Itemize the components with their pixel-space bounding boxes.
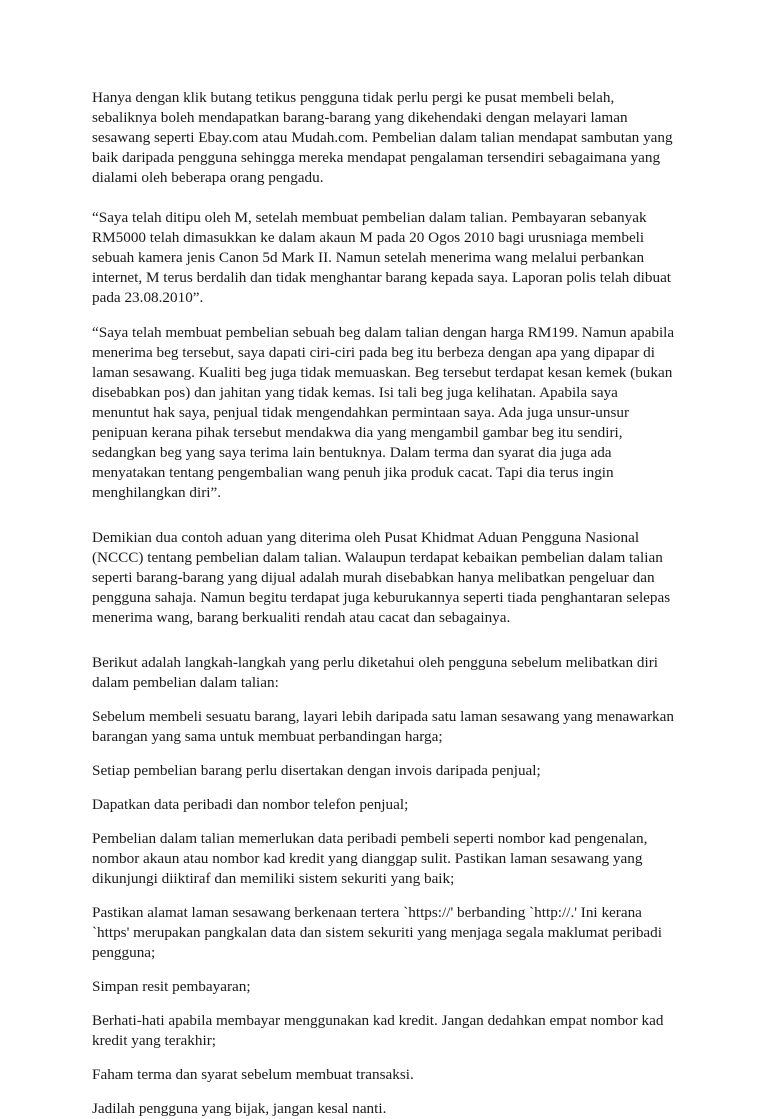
paragraph-complaint-camera: “Saya telah ditipu oleh M, setelah membuat pembelian dalam talian. Pembayaran sebanyak RM5000 telah dimasukkan ke dalam akaun M pada 20 Ogos 2010 bagi urusniaga membeli sebuah kamera jenis Canon 5d Mark II. Namun setelah menerima wang melalui perbankan internet, M terus berdalih dan tidak menghantar barang kepada saya. Laporan polis telah dibuat pada 23.08.2010”. (92, 209, 672, 306)
paragraph-step-terms: Faham terma dan syarat sebelum membuat transaksi. (92, 1066, 414, 1083)
paragraph-step-personal-data: Pembelian dalam talian memerlukan data peribadi pembeli seperti nombor kad pengenalan, nombor akaun atau nombor kad kredit yang dianggap sulit. Pastikan laman sesawang yang dikunjungi diiktiraf dan memiliki sistem sekuriti yang baik; (92, 830, 648, 887)
paragraph-complaint-bag: “Saya telah membuat pembelian sebuah beg dalam talian dengan harga RM199. Namun apabila menerima beg tersebut, saya dapati ciri-ciri pada beg itu berbeza dengan apa yang dipapar di laman sesawang. Kualiti beg juga tidak memuaskan. Beg tersebut terdapat kesan kemek (bukan disebabkan pos) dan jahitan yang tidak kemas. Isi tali beg juga kelihatan. Apabila saya menuntut hak saya, penjual tidak mengendahkan permintaan saya. Ada juga unsur-unsur penipuan kerana pihak tersebut mendakwa dia yang mengambil gambar beg itu sendiri, sedangkan beg yang saya terima lain bentuknya. Dalam terma dan syarat dia juga ada menyatakan tentang pengembalian wang penuh jika produk cacat. Tapi dia terus ingin menghilangkan diri”. (92, 324, 675, 501)
paragraph-step-https: Pastikan alamat laman sesawang berkenaan tertera `https://' berbanding `http://.' Ini kerana `https' merupakan pangkalan data dan sistem sekuriti yang menjaga segala maklumat peribadi pengguna; (92, 904, 662, 961)
paragraph-steps-intro: Berikut adalah langkah-langkah yang perlu diketahui oleh pengguna sebelum melibatkan diri dalam pembelian dalam talian: (92, 654, 658, 691)
paragraph-step-credit-card: Berhati-hati apabila membayar menggunakan kad kredit. Jangan dedahkan empat nombor kad kredit yang terakhir; (92, 1012, 664, 1049)
paragraph-nccc-summary: Demikian dua contoh aduan yang diterima oleh Pusat Khidmat Aduan Pengguna Nasional (NCCC) tentang pembelian dalam talian. Walaupun terdapat kebaikan pembelian dalam talian seperti barang-barang yang dijual adalah murah disebabkan hanya melibatkan pengeluar dan pengguna sahaja. Namun begitu terdapat juga keburukannya seperti tiada penghantaran selepas menerima wang, barang berkualiti rendah atau cacat dan sebagainya. (92, 529, 671, 626)
paragraph-step-compare-prices: Sebelum membeli sesuatu barang, layari lebih daripada satu laman sesawang yang menawarkan barangan yang sama untuk membuat perbandingan harga; (92, 708, 674, 745)
paragraph-step-receipt: Simpan resit pembayaran; (92, 978, 251, 995)
paragraph-closing: Jadilah pengguna yang bijak, jangan kesal nanti. (92, 1100, 387, 1117)
paragraph-step-seller-details: Dapatkan data peribadi dan nombor telefon penjual; (92, 796, 409, 813)
paragraph-step-invoice: Setiap pembelian barang perlu disertakan dengan invois daripada penjual; (92, 762, 541, 779)
paragraph-intro: Hanya dengan klik butang tetikus pengguna tidak perlu pergi ke pusat membeli belah, sebaliknya boleh mendapatkan barang-barang yang dikehendaki dengan melayari laman sesawang seperti Ebay.com atau Mudah.com. Pembelian dalam talian mendapat sambutan yang baik daripada pengguna sehingga mereka mendapat pengalaman tersendiri sebagaimana yang dialami oleh beberapa orang pengadu. (92, 89, 673, 186)
